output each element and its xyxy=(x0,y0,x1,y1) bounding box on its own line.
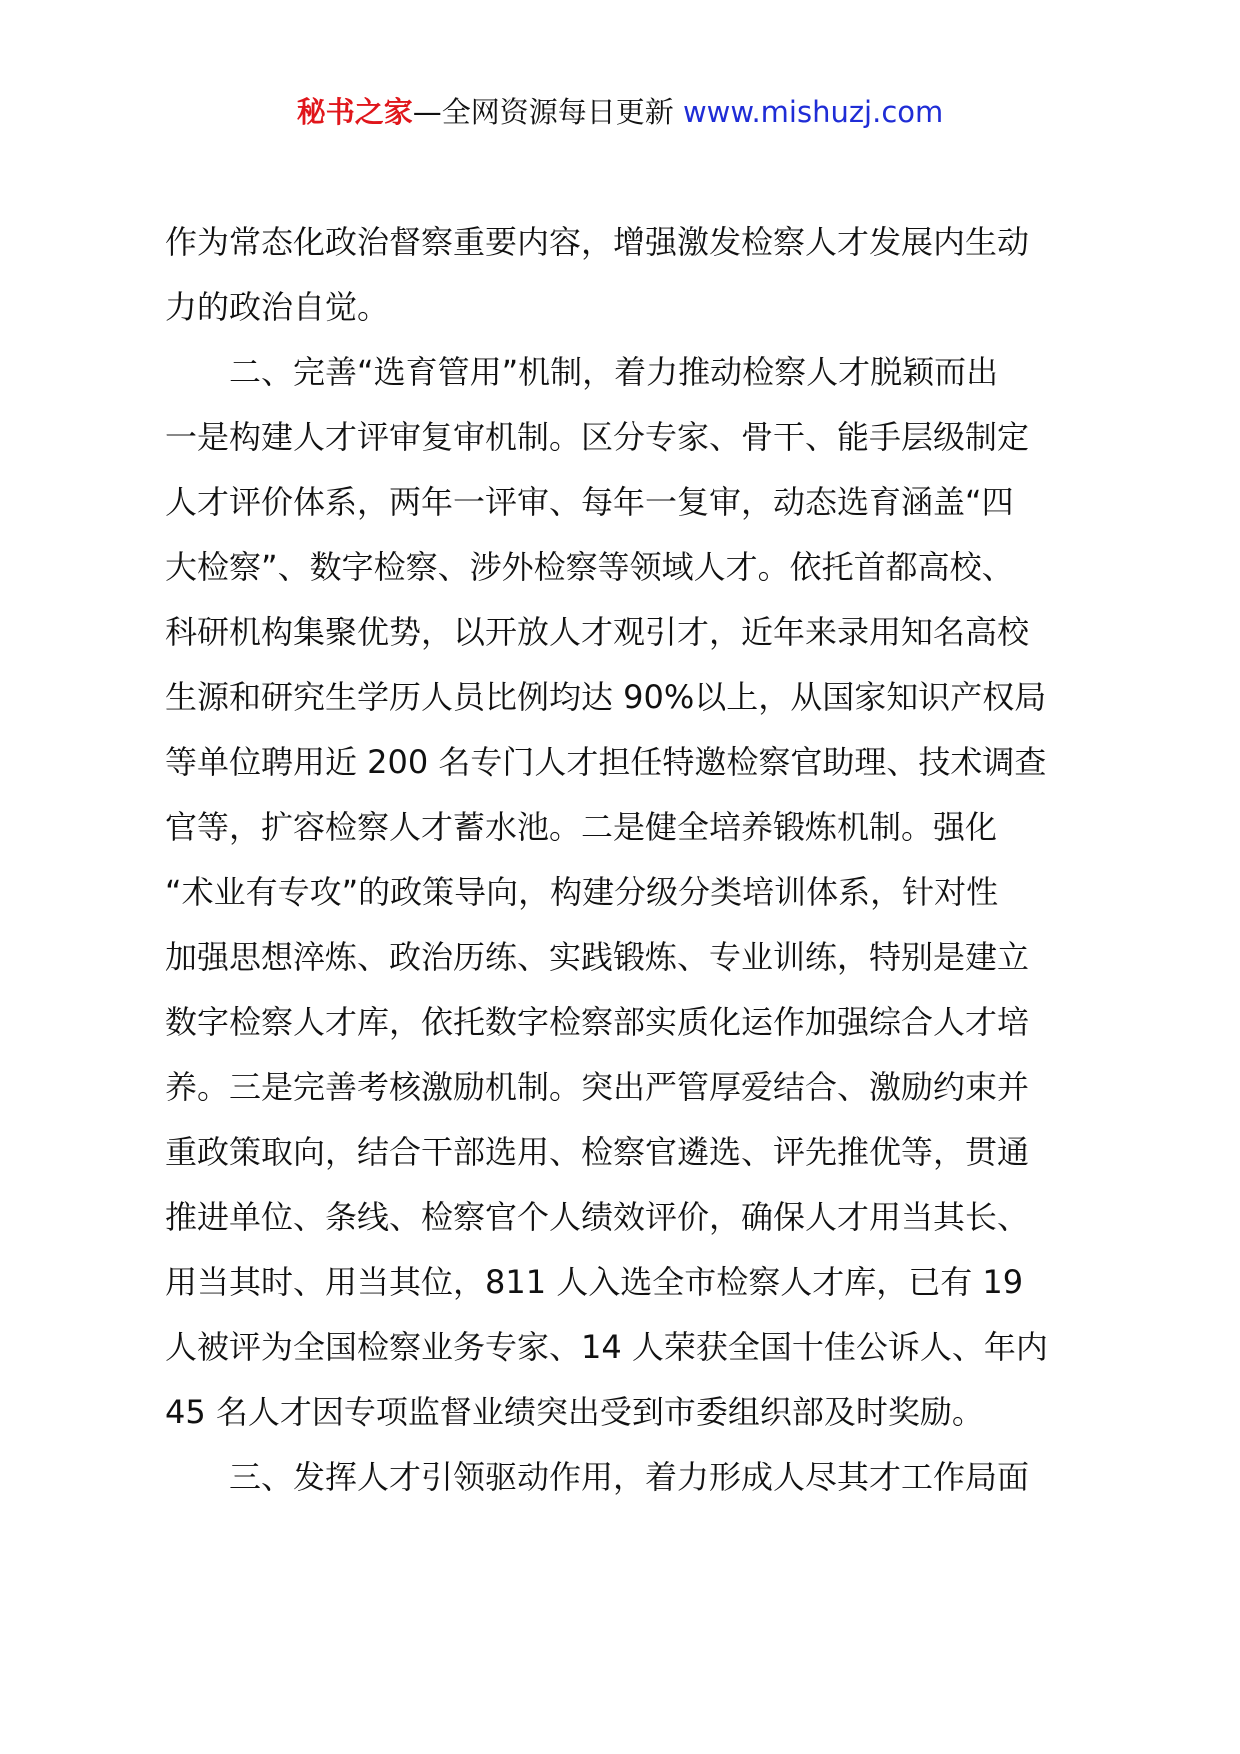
text-line: 45 名人才因专项监督业绩突出受到市委组织部及时奖励。 xyxy=(165,1393,984,1431)
text-line: 一是构建人才评审复审机制。区分专家、骨干、能手层级制定 xyxy=(165,418,1030,456)
site-tagline: —全网资源每日更新 xyxy=(412,95,683,129)
section-heading-line: 三、发挥人才引领驱动作用，着力形成人尽其才工作局面 xyxy=(229,1458,1030,1496)
text-line: 官等，扩容检察人才蓄水池。二是健全培养锻炼机制。强化 xyxy=(165,808,998,846)
site-header xyxy=(0,92,1240,132)
text-line: 重政策取向，结合干部选用、检察官遴选、评先推优等，贯通 xyxy=(165,1133,1030,1171)
text-line: 科研机构集聚优势，以开放人才观引才，近年来录用知名高校 xyxy=(165,613,1030,651)
document-body xyxy=(165,210,1085,1510)
site-url-link[interactable]: www.mishuzj.com xyxy=(682,95,944,129)
text-line: 人才评价体系，两年一评审、每年一复审，动态选育涵盖“四 xyxy=(165,483,1014,521)
text-line: 养。三是完善考核激励机制。突出严管厚爱结合、激励约束并 xyxy=(165,1068,1030,1106)
text-line: 加强思想淬炼、政治历练、实践锻炼、专业训练，特别是建立 xyxy=(165,938,1030,976)
text-line: 作为常态化政治督察重要内容，增强激发检察人才发展内生动 xyxy=(165,223,1030,261)
text-line: “术业有专攻”的政策导向，构建分级分类培训体系，针对性 xyxy=(165,873,999,911)
text-line: 力的政治自觉。 xyxy=(165,288,390,326)
text-line: 数字检察人才库，依托数字检察部实质化运作加强综合人才培 xyxy=(165,1003,1030,1041)
text-line: 等单位聘用近 200 名专门人才担任特邀检察官助理、技术调查 xyxy=(165,743,1047,781)
text-line: 生源和研究生学历人员比例均达 90%以上，从国家知识产权局 xyxy=(165,678,1047,716)
text-line: 用当其时、用当其位，811 人入选全市检察人才库，已有 19 xyxy=(165,1263,1024,1301)
section-heading-line: 二、完善“选育管用”机制，着力推动检察人才脱颖而出 xyxy=(229,353,999,391)
text-line: 大检察”、数字检察、涉外检察等领域人才。依托首都高校、 xyxy=(165,548,1014,586)
site-brand: 秘书之家 xyxy=(296,95,413,129)
text-line: 推进单位、条线、检察官个人绩效评价，确保人才用当其长、 xyxy=(165,1198,1030,1236)
text-line: 人被评为全国检察业务专家、14 人荣获全国十佳公诉人、年内 xyxy=(165,1328,1048,1366)
